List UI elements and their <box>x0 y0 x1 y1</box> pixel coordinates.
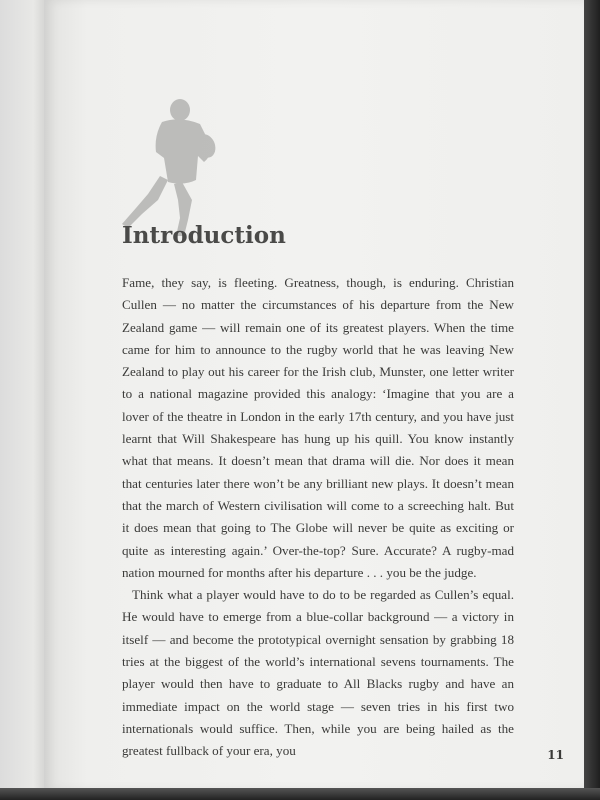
page-bottom-shadow <box>0 788 600 800</box>
previous-page-edge <box>0 0 48 800</box>
paragraph-1: Fame, they say, is fleeting. Greatness, though, is enduring. Christian Cullen — no matter the circumstances of his departure from the New Zealand game — will remain one of its greatest players. When the time came for him to announce to the rugby world that he was leaving New Zealand to play out his career for the Irish club, Munster, one letter writer to a national magazine provided this analogy: ‘Imagine that you are a lover of the theatre in London in the early 17th century, and you have just learnt that Will Shakespeare has hung up his quill. You know instantly what that means. It doesn’t mean that drama will die. Nor does it mean that centuries later there won’t be any brilliant new plays. It doesn’t mean that the march of Western civilisation will come to a screeching halt. But it does mean that going to The Globe will never be quite as exciting or quite as interesting again.’ Over-the-top? Sure. Accurate? A rugby-mad nation mourned for months after his departure . . . you be the judge. <box>122 275 514 580</box>
chapter-title: Introduction <box>122 222 286 249</box>
chapter-body <box>122 272 514 763</box>
page-number: 11 <box>547 748 564 762</box>
page-right-shadow <box>584 0 600 800</box>
paragraph-2: Think what a player would have to do to be regarded as Cullen’s equal. He would have to emerge from a blue-collar background — a victory in itself — and become the prototypical overnight sensation by grabbing 18 tries at the biggest of the world’s international sevens tournaments. The player would then have to graduate to All Blacks rugby and have an immediate impact on the world stage — seven tries in his first two internationals would suffice. Then, while you are being hailed as the greatest fullback of your era, you <box>122 587 514 759</box>
